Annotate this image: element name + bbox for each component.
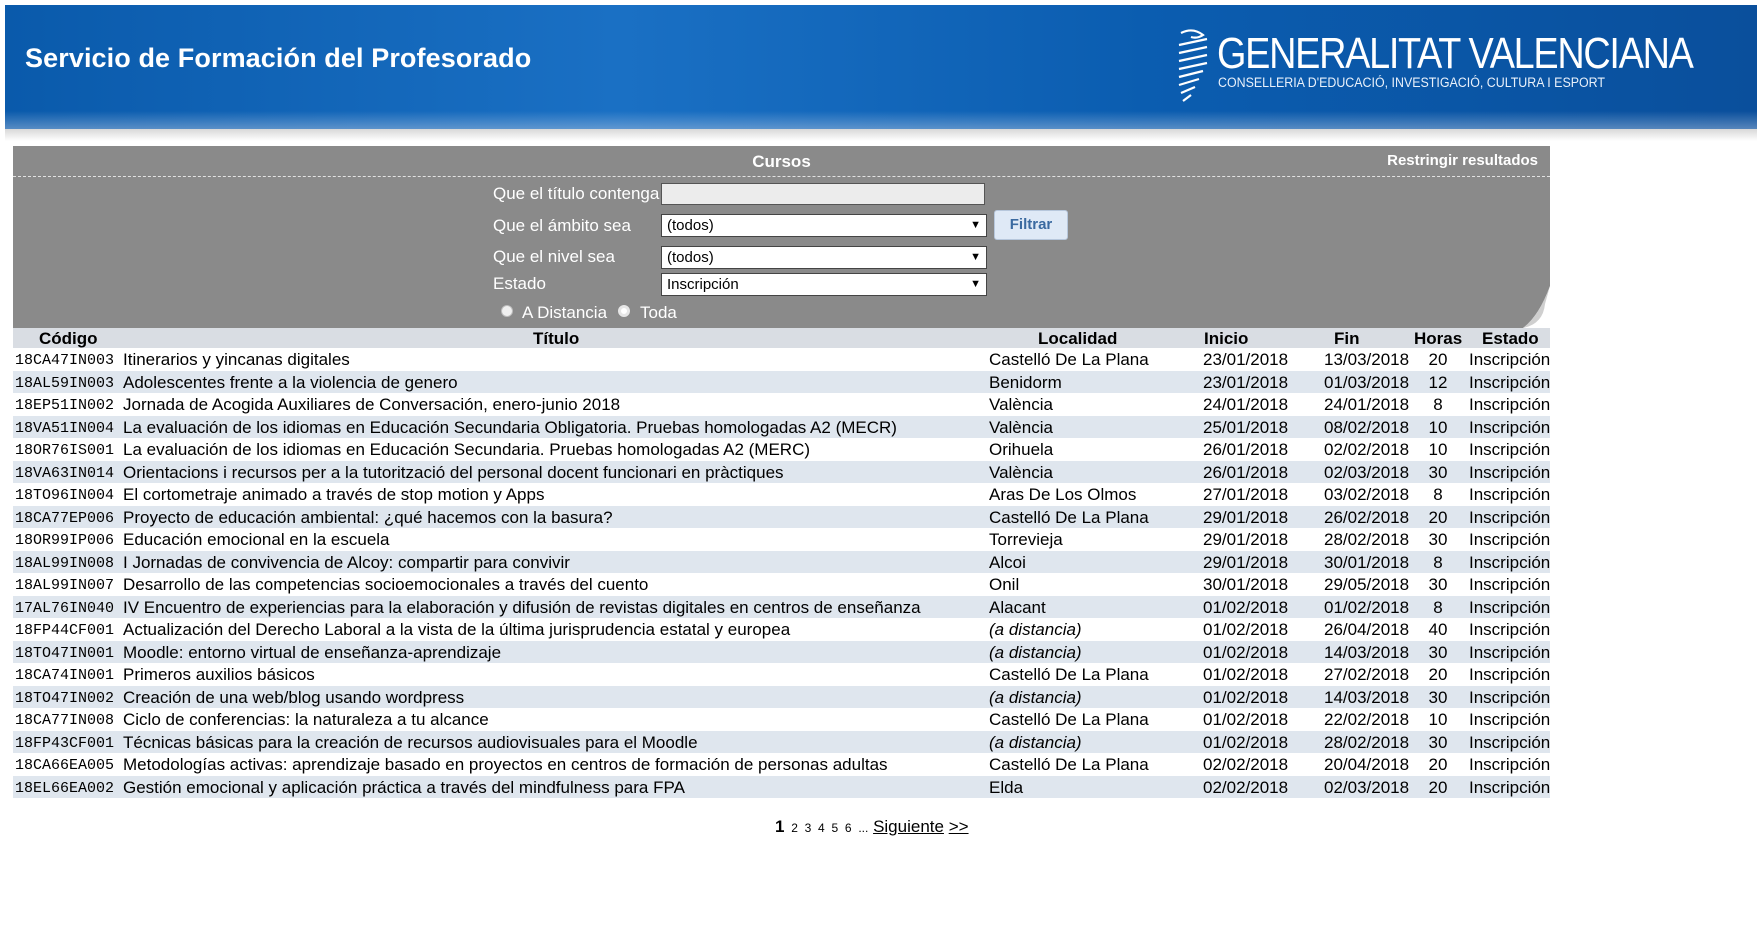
cell-codigo: 17AL76IN040: [15, 599, 115, 617]
cell-localidad: Alcoi: [989, 552, 1026, 572]
cell-localidad: Castelló De La Plana: [989, 710, 1149, 729]
cell-horas: 10: [1428, 440, 1448, 459]
next-page-arrow[interactable]: >>: [948, 817, 969, 836]
page-ellipsis: ...: [858, 821, 869, 835]
cell-codigo: 18CA47IN003: [15, 352, 115, 369]
table-row: [13, 708, 1550, 731]
ambito-label: Que el ámbito sea: [493, 216, 631, 235]
cell-codigo: 18EL66EA002: [15, 779, 115, 797]
course-title-link[interactable]: Ciclo de conferencias: la naturaleza a tu alcance: [123, 710, 489, 729]
cell-inicio: 29/01/2018: [1203, 507, 1289, 527]
cell-fin: 29/05/2018: [1324, 575, 1410, 594]
table-row: [13, 551, 1550, 574]
cell-codigo: 18TO47IN002: [15, 689, 115, 707]
course-title-link[interactable]: Gestión emocional y aplicación práctica a través del mindfulness para FPA: [123, 777, 685, 797]
panel-title: Cursos: [752, 152, 811, 171]
restrict-results-link[interactable]: Restringir resultados: [1387, 152, 1538, 169]
cell-codigo: 18VA63IN014: [15, 464, 115, 482]
cell-fin: 28/02/2018: [1324, 732, 1410, 752]
cell-estado: Inscripción: [1469, 575, 1551, 594]
table-row: [13, 731, 1550, 754]
radio-toda[interactable]: [618, 305, 630, 317]
cell-estado: Inscripción: [1469, 440, 1551, 459]
cell-inicio: 02/02/2018: [1203, 777, 1289, 797]
dropdown-arrow-icon: ▼: [970, 251, 981, 263]
col-header-titulo: Título: [533, 329, 580, 348]
cell-fin: 24/01/2018: [1324, 395, 1410, 414]
filter-button[interactable]: Filtrar: [994, 210, 1068, 240]
ambito-select[interactable]: [661, 214, 987, 237]
col-header-estado: Estado: [1482, 329, 1539, 348]
course-title-link[interactable]: Proyecto de educación ambiental: ¿qué hacemos con la basura?: [123, 507, 613, 527]
cell-horas: 10: [1428, 710, 1448, 729]
cell-horas: 20: [1428, 507, 1448, 527]
course-title-link[interactable]: I Jornadas de convivencia de Alcoy: compartir para convivir: [123, 552, 570, 572]
cell-codigo: 18CA77IN008: [15, 712, 115, 729]
course-title-link[interactable]: Primeros auxilios básicos: [123, 665, 315, 684]
table-row: [13, 438, 1550, 461]
cell-localidad: Onil: [989, 575, 1020, 594]
radio-toda-label: Toda: [640, 303, 677, 322]
col-header-localidad: Localidad: [1038, 329, 1118, 348]
cell-localidad: (a distancia): [989, 732, 1082, 752]
table-row: [13, 573, 1550, 596]
table-row: [13, 528, 1550, 551]
cell-fin: 27/02/2018: [1324, 665, 1410, 684]
cell-fin: 14/03/2018: [1324, 687, 1410, 707]
cell-localidad: Aras De Los Olmos: [989, 485, 1137, 504]
page-link[interactable]: 4: [818, 821, 825, 835]
next-page-link[interactable]: Siguiente: [873, 817, 944, 836]
brand-subtitle: CONSELLERIA D'EDUCACIÓ, INVESTIGACIÓ, CULTURA I ESPORT: [1218, 75, 1606, 90]
cell-estado: Inscripción: [1469, 687, 1551, 707]
table-row: [13, 461, 1550, 484]
cell-inicio: 26/01/2018: [1203, 440, 1289, 459]
panel-divider: [13, 176, 1550, 177]
cell-fin: 30/01/2018: [1324, 552, 1410, 572]
titulo-label: Que el título contenga: [493, 184, 660, 203]
course-title-link[interactable]: Creación de una web/blog usando wordpress: [123, 687, 465, 707]
header-shadow: [5, 129, 1757, 141]
cell-horas: 8: [1433, 552, 1443, 572]
cell-inicio: 01/02/2018: [1203, 687, 1289, 707]
ambito-select-value: (todos): [667, 217, 714, 234]
filter-panel: [13, 146, 1550, 328]
cell-localidad: València: [989, 395, 1053, 414]
course-title-link[interactable]: Desarrollo de las competencias socioemocionales a través del cuento: [123, 575, 649, 594]
cell-horas: 30: [1428, 530, 1448, 549]
cell-codigo: 18FP44CF001: [15, 622, 115, 639]
cell-horas: 30: [1428, 732, 1448, 752]
course-title-link[interactable]: Adolescentes frente a la violencia de genero: [123, 372, 458, 392]
nivel-select-value: (todos): [667, 249, 714, 266]
cell-estado: Inscripción: [1469, 372, 1551, 392]
cell-inicio: 02/02/2018: [1203, 755, 1289, 774]
cell-inicio: 23/01/2018: [1203, 372, 1289, 392]
cell-codigo: 18VA51IN004: [15, 419, 115, 437]
col-header-inicio: Inicio: [1204, 329, 1249, 348]
cell-inicio: 29/01/2018: [1203, 552, 1289, 572]
cell-horas: 20: [1428, 777, 1448, 797]
cell-localidad: Castelló De La Plana: [989, 350, 1149, 369]
cell-estado: Inscripción: [1469, 462, 1551, 482]
table-row: [13, 753, 1550, 776]
cell-fin: 08/02/2018: [1324, 417, 1410, 437]
course-title-link[interactable]: Actualización del Derecho Laboral a la vista de la última jurisprudencia estatal y europea: [123, 620, 791, 639]
cell-estado: Inscripción: [1469, 552, 1551, 572]
col-header-codigo: Código: [39, 329, 98, 348]
generalitat-logo-icon: [1173, 25, 1213, 107]
cell-estado: Inscripción: [1469, 642, 1551, 662]
cell-fin: 20/04/2018: [1324, 755, 1410, 774]
page-link[interactable]: 5: [831, 821, 839, 835]
col-header-fin: Fin: [1334, 329, 1360, 348]
cell-localidad: Orihuela: [989, 440, 1054, 459]
cell-fin: 26/04/2018: [1324, 620, 1410, 639]
radio-distancia-label: A Distancia: [522, 303, 608, 322]
cell-horas: 30: [1428, 642, 1448, 662]
cell-horas: 40: [1428, 620, 1448, 639]
cell-estado: Inscripción: [1469, 777, 1551, 797]
cell-localidad: Castelló De La Plana: [989, 507, 1149, 527]
course-title-link[interactable]: Jornada de Acogida Auxiliares de Conversación, enero-junio 2018: [123, 395, 621, 414]
cell-horas: 8: [1433, 395, 1443, 414]
table-row: [13, 393, 1550, 416]
cell-horas: 30: [1428, 687, 1448, 707]
cell-inicio: 29/01/2018: [1203, 530, 1289, 549]
table-row: [13, 618, 1550, 641]
cell-codigo: 18EP51IN002: [15, 397, 115, 414]
cell-estado: Inscripción: [1469, 485, 1551, 504]
cell-inicio: 01/02/2018: [1203, 642, 1289, 662]
col-header-horas: Horas: [1414, 329, 1463, 348]
table-row: [13, 416, 1550, 439]
page-link[interactable]: 6: [844, 821, 852, 835]
cell-localidad: Alacant: [989, 597, 1046, 617]
titulo-input[interactable]: [661, 183, 985, 205]
cell-estado: Inscripción: [1469, 620, 1551, 639]
course-title-link[interactable]: Técnicas básicas para la creación de recursos audiovisuales para el Moodle: [123, 732, 698, 752]
courses-table: [13, 348, 1550, 798]
cell-horas: 20: [1428, 665, 1448, 684]
page: [5, 0, 1757, 947]
cell-estado: Inscripción: [1469, 665, 1551, 684]
cell-horas: 12: [1428, 372, 1448, 392]
table-row: [13, 483, 1550, 506]
cell-fin: 01/03/2018: [1324, 372, 1410, 392]
cell-localidad: Torrevieja: [989, 530, 1063, 549]
cell-fin: 02/03/2018: [1324, 462, 1410, 482]
table-header: [13, 328, 1550, 348]
cell-horas: 20: [1428, 350, 1448, 369]
page-current: 1: [775, 817, 785, 836]
cell-estado: Inscripción: [1469, 530, 1551, 549]
course-title-link[interactable]: Metodologías activas: aprendizaje basado en proyectos en centros de formación de personas adultas: [123, 755, 888, 774]
cell-fin: 28/02/2018: [1324, 530, 1410, 549]
course-title-link[interactable]: Itinerarios y yincanas digitales: [123, 350, 350, 369]
cell-codigo: 18TO47IN001: [15, 644, 115, 662]
cell-inicio: 01/02/2018: [1203, 620, 1289, 639]
table-row: [13, 506, 1550, 529]
cell-horas: 10: [1428, 417, 1448, 437]
pagination: [775, 817, 969, 837]
cell-codigo: 18FP43CF001: [15, 734, 115, 752]
cell-inicio: 26/01/2018: [1203, 462, 1289, 482]
table-row: [13, 596, 1550, 619]
page-link[interactable]: 3: [804, 821, 812, 835]
cell-estado: Inscripción: [1469, 710, 1551, 729]
cell-localidad: Elda: [989, 777, 1024, 797]
estado-label: Estado: [493, 274, 546, 293]
table-row: [13, 348, 1550, 371]
cell-fin: 01/02/2018: [1324, 597, 1410, 617]
dropdown-arrow-icon: ▼: [970, 219, 981, 231]
cell-codigo: 18CA66EA005: [15, 757, 115, 774]
cell-inicio: 27/01/2018: [1203, 485, 1289, 504]
nivel-label: Que el nivel sea: [493, 247, 615, 266]
cell-estado: Inscripción: [1469, 732, 1551, 752]
cell-inicio: 01/02/2018: [1203, 597, 1289, 617]
cell-fin: 22/02/2018: [1324, 710, 1410, 729]
dropdown-arrow-icon: ▼: [970, 278, 981, 290]
cell-estado: Inscripción: [1469, 417, 1551, 437]
site-title: Servicio de Formación del Profesorado: [25, 43, 532, 73]
cell-inicio: 24/01/2018: [1203, 395, 1289, 414]
page-link[interactable]: 2: [791, 821, 798, 835]
cell-codigo: 18AL59IN003: [15, 374, 115, 392]
cell-fin: 02/02/2018: [1324, 440, 1410, 459]
cell-estado: Inscripción: [1469, 597, 1551, 617]
page-curl-icon: [1523, 286, 1550, 328]
cell-estado: Inscripción: [1469, 350, 1551, 369]
cell-inicio: 25/01/2018: [1203, 417, 1289, 437]
cell-estado: Inscripción: [1469, 395, 1551, 414]
cell-horas: 8: [1433, 597, 1443, 617]
nivel-select[interactable]: [661, 246, 987, 269]
cell-estado: Inscripción: [1469, 755, 1551, 774]
course-title-link[interactable]: La evaluación de los idiomas en Educación Secundaria. Pruebas homologadas A2 (MERC): [123, 440, 811, 459]
cell-codigo: 18CA74IN001: [15, 667, 115, 684]
estado-select[interactable]: [661, 273, 987, 296]
cell-localidad: València: [989, 462, 1053, 482]
radio-distancia[interactable]: [501, 305, 513, 317]
cell-inicio: 23/01/2018: [1203, 350, 1289, 369]
estado-select-value: Inscripción: [667, 276, 739, 293]
table-row: [13, 776, 1550, 799]
table-row: [13, 641, 1550, 664]
cell-codigo: 18OR99IP006: [15, 532, 115, 549]
cell-fin: 26/02/2018: [1324, 507, 1410, 527]
course-title-link[interactable]: La evaluación de los idiomas en Educación Secundaria Obligatoria. Pruebas homologadas A2 (MECR): [123, 417, 897, 437]
brand-name: GENERALITAT VALENCIANA: [1217, 29, 1693, 78]
course-title-link[interactable]: Orientacions i recursos per a la tutorització del personal docent funcionari en pràctiques: [123, 462, 784, 482]
cell-codigo: 18AL99IN008: [15, 554, 115, 572]
cell-horas: 20: [1428, 755, 1448, 774]
course-title-link[interactable]: Moodle: entorno virtual de enseñanza-aprendizaje: [123, 642, 502, 662]
cell-localidad: Castelló De La Plana: [989, 755, 1149, 774]
cell-horas: 8: [1433, 485, 1443, 504]
cell-inicio: 01/02/2018: [1203, 710, 1289, 729]
table-row: [13, 371, 1550, 394]
cell-localidad: València: [989, 417, 1053, 437]
cell-horas: 30: [1428, 462, 1448, 482]
cell-inicio: 01/02/2018: [1203, 732, 1289, 752]
cell-codigo: 18TO96IN004: [15, 487, 115, 504]
cell-codigo: 18OR76IS001: [15, 442, 115, 459]
cell-localidad: Castelló De La Plana: [989, 665, 1149, 684]
cell-fin: 13/03/2018: [1324, 350, 1410, 369]
cell-fin: 03/02/2018: [1324, 485, 1410, 504]
course-title-link[interactable]: Educación emocional en la escuela: [123, 530, 390, 549]
cell-localidad: (a distancia): [989, 687, 1082, 707]
table-row: [13, 663, 1550, 686]
cell-fin: 02/03/2018: [1324, 777, 1410, 797]
cell-estado: Inscripción: [1469, 507, 1551, 527]
cell-codigo: 18AL99IN007: [15, 577, 115, 594]
table-row: [13, 686, 1550, 709]
cell-localidad: Benidorm: [989, 372, 1062, 392]
site-header: [5, 5, 1757, 129]
cell-fin: 14/03/2018: [1324, 642, 1410, 662]
cell-localidad: (a distancia): [989, 642, 1082, 662]
course-title-link[interactable]: El cortometraje animado a través de stop motion y Apps: [123, 485, 545, 504]
cell-horas: 30: [1428, 575, 1448, 594]
cell-inicio: 30/01/2018: [1203, 575, 1289, 594]
cell-inicio: 01/02/2018: [1203, 665, 1289, 684]
cell-codigo: 18CA77EP006: [15, 509, 115, 527]
cell-localidad: (a distancia): [989, 620, 1082, 639]
course-title-link[interactable]: IV Encuentro de experiencias para la elaboración y difusión de revistas digitales en centros de enseñanza: [123, 597, 921, 617]
